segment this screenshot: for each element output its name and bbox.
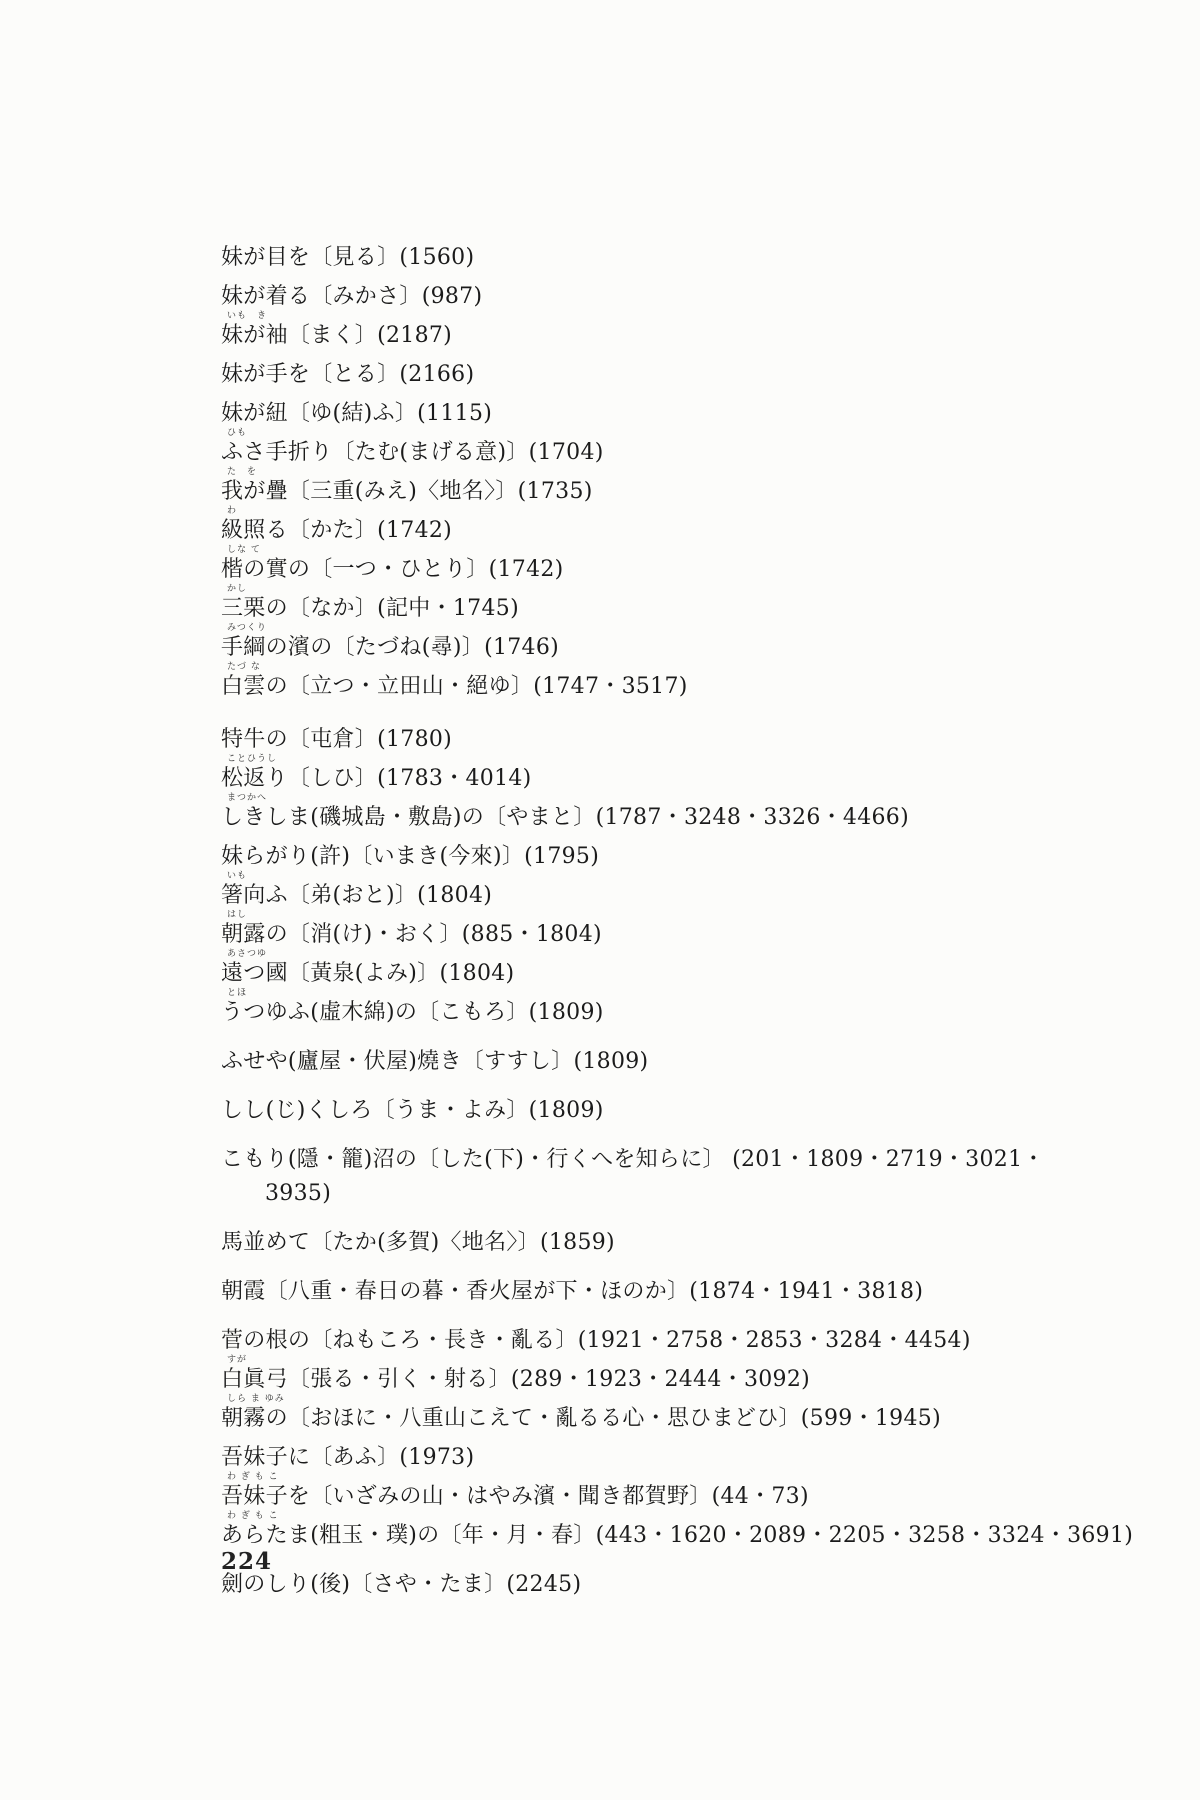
- entry-text: 朝霧の〔おほに・八重山こえて・亂るる心・思ひまどひ〕(599・1945): [221, 1406, 941, 1431]
- furigana-reading: ことひうし: [227, 754, 278, 764]
- entry-item: [221, 1471, 1101, 1510]
- entry-item: [221, 1354, 1101, 1393]
- entry-text: 白眞弓〔張る・引く・射る〕(289・1923・2444・3092): [221, 1367, 811, 1392]
- entry-item: [221, 427, 1101, 466]
- entry-item: [221, 1432, 1101, 1471]
- furigana-reading: わ: [227, 506, 238, 516]
- entry-item: [221, 232, 1101, 271]
- entry-text: 妹が目を〔見る〕(1560): [221, 245, 475, 270]
- entry-item: [221, 1393, 1101, 1432]
- furigana-reading: しら ま ゆみ: [227, 1394, 285, 1404]
- entry-text: 遠つ國〔黃泉(よみ)〕(1804): [221, 961, 515, 986]
- entry-list: [221, 232, 1134, 1598]
- entry-text: 我が疊〔三重(みえ)〈地名〉〕(1735): [221, 479, 593, 504]
- furigana-reading: まつかへ: [227, 793, 268, 803]
- furigana-reading: はし: [227, 910, 248, 920]
- entry-text: 妹らがり(許)〔いまき(今來)〕(1795): [221, 844, 600, 869]
- entry-text: 白雲の〔立つ・立田山・絕ゆ〕(1747・3517): [221, 674, 688, 699]
- entry-text: 菅の根の〔ねもころ・長き・亂る〕(1921・2758・2853・3284・4454): [221, 1328, 971, 1353]
- entry-item: [221, 622, 1101, 661]
- entry-text: 妹が着る〔みかさ〕(987): [221, 284, 483, 309]
- entry-text: 朝露の〔消(け)・おく〕(885・1804): [221, 922, 602, 947]
- entry-continuation: 3935): [265, 1181, 332, 1206]
- entry-item: [221, 1036, 1101, 1075]
- entry-item: [221, 1559, 1101, 1598]
- entry-text: 妹が紐〔ゆ(結)ふ〕(1115): [221, 401, 493, 426]
- entry-item: [221, 1085, 1101, 1124]
- entry-text: うつゆふ(虛木綿)の〔こもろ〕(1809): [221, 1000, 604, 1025]
- entry-text: 劍のしり(後)〔さや・たま〕(2245): [221, 1572, 582, 1597]
- entry-text: 妹が手を〔とる〕(2166): [221, 362, 475, 387]
- page-number: 224: [221, 1548, 273, 1575]
- entry-item: [221, 271, 1101, 310]
- furigana-reading: た を: [227, 467, 258, 477]
- entry-item: [221, 909, 1101, 948]
- furigana-reading: わ ぎ も こ: [227, 1472, 279, 1482]
- entry-item: [221, 870, 1101, 909]
- entry-text: 松返り〔しひ〕(1783・4014): [221, 766, 532, 791]
- entry-text: 三栗の〔なか〕(記中・1745): [221, 596, 519, 621]
- entry-text: 吾妹子に〔あふ〕(1973): [221, 1445, 475, 1470]
- furigana-reading: すが: [227, 1355, 248, 1365]
- entry-item: [221, 505, 1101, 544]
- entry-item: [221, 948, 1101, 987]
- entry-item: [221, 1217, 1101, 1256]
- furigana-reading: いも: [227, 871, 248, 881]
- entry-item: [221, 661, 1101, 700]
- entry-item: [221, 349, 1101, 388]
- entry-item: [221, 714, 1101, 753]
- entry-item: [221, 987, 1101, 1026]
- entry-item: [221, 1266, 1101, 1305]
- entry-item: [221, 753, 1101, 792]
- entry-item: [221, 1134, 1101, 1207]
- furigana-reading: みつくり: [227, 623, 267, 633]
- entry-item: [221, 831, 1101, 870]
- entry-item: [221, 388, 1101, 427]
- furigana-reading: わ ぎ も こ: [227, 1511, 279, 1521]
- entry-text: あらたま(粗玉・璞)の〔年・月・春〕(443・1620・2089・2205・3258・3324・3691): [221, 1523, 1134, 1548]
- entry-item: [221, 544, 1101, 583]
- entry-text: 妹が袖〔まく〕(2187): [221, 323, 453, 348]
- furigana-reading: かし: [227, 584, 248, 594]
- entry-text: しし(じ)くしろ〔うま・よみ〕(1809): [221, 1098, 604, 1123]
- entry-text: 箸向ふ〔弟(おと)〕(1804): [221, 883, 493, 908]
- furigana-reading: たづ な: [227, 662, 261, 672]
- furigana-reading: いも き: [227, 311, 268, 321]
- entry-item: [221, 466, 1101, 505]
- entry-text: 吾妹子を〔いざみの山・はやみ濱・聞き都賀野〕(44・73): [221, 1484, 809, 1509]
- entry-text: ふさ手折り〔たむ(まげる意)〕(1704): [221, 440, 604, 465]
- furigana-reading: あさつゆ: [227, 949, 268, 959]
- furigana-reading: とほ: [227, 988, 248, 998]
- entry-text: 手綱の濱の〔たづね(尋)〕(1746): [221, 635, 560, 660]
- entry-text: ふせや(廬屋・伏屋)燒き〔すすし〕(1809): [221, 1049, 649, 1074]
- entry-text: 朝霞〔八重・春日の暮・香火屋が下・ほのか〕(1874・1941・3818): [221, 1279, 924, 1304]
- entry-item: [221, 1510, 1134, 1549]
- entry-item: [221, 1315, 1101, 1354]
- entry-item: [221, 792, 1101, 831]
- entry-text: 楷の實の〔一つ・ひとり〕(1742): [221, 557, 564, 582]
- entry-text: 級照る〔かた〕(1742): [221, 518, 453, 543]
- entry-item: [221, 583, 1101, 622]
- furigana-reading: しな て: [227, 545, 261, 555]
- entry-item: [221, 310, 1101, 349]
- entry-text: しきしま(磯城島・敷島)の〔やまと〕(1787・3248・3326・4466): [221, 805, 909, 830]
- entry-text: 特牛の〔屯倉〕(1780): [221, 727, 453, 752]
- entry-text: 馬並めて〔たか(多賀)〈地名〉〕(1859): [221, 1230, 615, 1255]
- entry-text: こもり(隱・籠)沼の〔した(下)・行くへを知らに〕 (201・1809・2719・3021・: [221, 1147, 1045, 1172]
- furigana-reading: ひも: [227, 428, 248, 438]
